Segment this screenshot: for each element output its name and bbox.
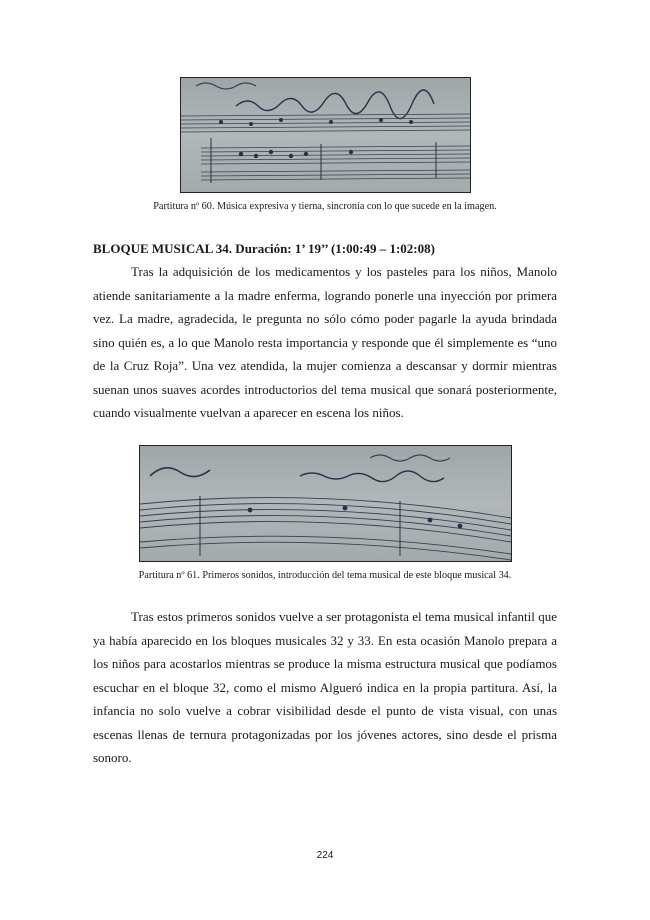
score-photo-60-drawing [181, 78, 470, 192]
paragraph-1: Tras la adquisición de los medicamentos y los pasteles para los niños, Manolo atiende sanitariamente a la madre enferma, logrando ponerle una inyección por primera vez. La madre, agradecida, le pregunta no sólo cómo poder pagarle la ayuda brindada sino quién es, a lo que Manolo resta importancia y responde que él simplemente es “uno de la Cruz Roja”. Una vez atendida, la mujer comienza a descansar y dormir mientras suenan unos suaves acordes introductorios del tema musical que sonará posteriormente, cuando visualmente vuelvan a aparecer en escena los niños. [93, 264, 557, 420]
score-image-60 [180, 77, 471, 193]
figure-caption-61: Partitura nº 61. Primeros sonidos, introducción del tema musical de este bloque musical 34. [138, 570, 512, 581]
page-number: 224 [316, 850, 334, 861]
paragraph-2: Tras estos primeros sonidos vuelve a ser protagonista el tema musical infantil que ya había aparecido en los bloques musicales 32 y 33. En esta ocasión Manolo prepara a los niños para acostarlos mientras se produce la misma estructura musical que podíamos escuchar en el bloque 32, como el mismo Algueró indica en la propia partitura. Así, la infancia no solo vuelve a cobrar visibilidad desde el punto de vista visual, con unas escenas llenas de ternura protagonizadas por los jóvenes actores, sino desde el prisma sonoro. [93, 609, 557, 765]
score-photo-61-drawing [140, 446, 511, 561]
score-image-61 [139, 445, 512, 562]
section-heading: BLOQUE MUSICAL 34. Duración: 1’ 19’’ (1:00:49 – 1:02:08) [93, 241, 435, 256]
figure-caption-60: Partitura nº 60. Música expresiva y tierna, sincronía con lo que sucede en la imagen. [153, 201, 497, 212]
